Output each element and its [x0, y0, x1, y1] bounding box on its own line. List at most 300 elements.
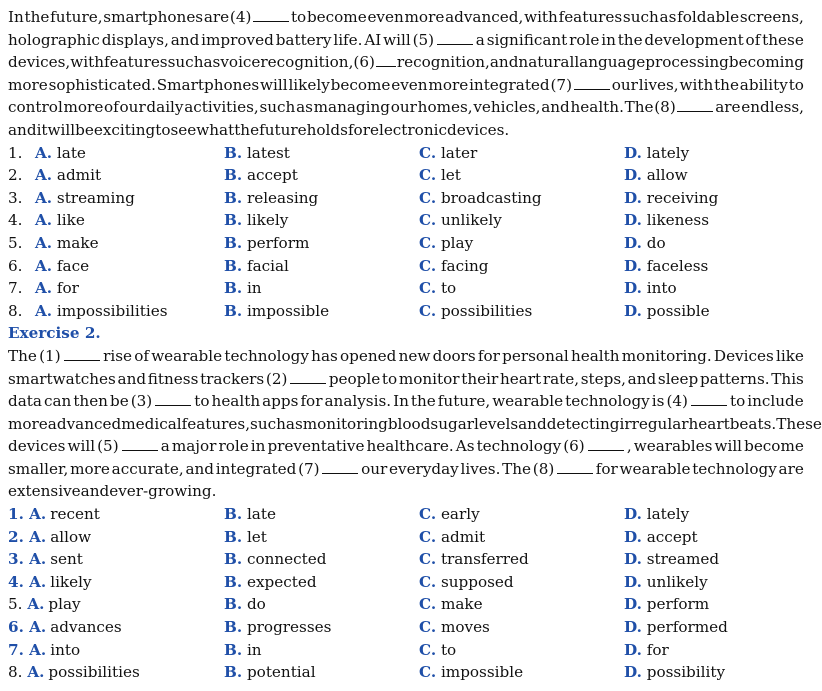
answer-blank: [290, 369, 326, 384]
option-text: for: [646, 640, 669, 659]
passage-word: (7): [298, 459, 320, 478]
option-b: [224, 232, 419, 255]
passage-word: our: [361, 459, 388, 478]
passage-word: more: [8, 414, 48, 433]
passage-word: see: [170, 120, 197, 139]
passage-word: The: [624, 98, 654, 117]
passage-word: people: [328, 369, 381, 388]
passage-word: and: [80, 482, 110, 501]
passage-word: integrated: [469, 75, 550, 94]
option-a: [8, 548, 224, 571]
passage-word: the: [714, 75, 739, 94]
option-text: lately: [646, 505, 690, 524]
option-text: possibilities: [48, 663, 140, 682]
option-a: [8, 300, 224, 323]
option-b: [224, 209, 419, 232]
exercise-1-questions: [8, 142, 804, 323]
passage-line: [8, 345, 804, 368]
option-d: [624, 277, 804, 300]
passage-word: development: [644, 30, 744, 49]
option-letter: B.: [224, 211, 243, 230]
passage-word: managing: [313, 98, 391, 117]
answer-blank: [122, 436, 158, 451]
passage-word: will: [47, 120, 76, 139]
option-text: likeness: [646, 211, 710, 230]
passage-word: daily: [146, 98, 184, 117]
option-a: [8, 571, 224, 594]
question-number: 1. A.: [8, 505, 47, 524]
question-row: [8, 232, 804, 255]
option-b: [224, 255, 419, 278]
passage-word: devices: [8, 437, 66, 456]
question-row: [8, 593, 804, 616]
passage-word: AI: [364, 30, 382, 49]
passage-word: battery: [275, 30, 332, 49]
option-a: [8, 661, 224, 684]
passage-line: [8, 390, 804, 413]
passage-word: sleep: [657, 369, 699, 388]
passage-word: of: [134, 346, 149, 365]
option-letter: B.: [224, 572, 243, 591]
passage-word: heart: [499, 369, 542, 388]
passage-word: wearable: [151, 346, 223, 365]
option-c: [419, 503, 624, 526]
question-row: [8, 639, 804, 662]
option-text: unlikely: [646, 572, 708, 591]
option-text: allow: [646, 166, 688, 185]
question-row: [8, 616, 804, 639]
passage-word: (8): [654, 98, 676, 117]
passage-word: with: [679, 75, 714, 94]
passage-word: rise: [103, 346, 132, 365]
passage-word: processing: [645, 53, 729, 72]
option-text: facial: [246, 256, 289, 275]
passage-word: steps,: [580, 369, 626, 388]
passage-word: (8): [532, 459, 555, 478]
passage-word: technology: [224, 346, 309, 365]
passage-word: even: [367, 8, 404, 26]
option-text: lately: [646, 143, 690, 162]
option-text: advances: [50, 618, 122, 637]
passage-word: the: [617, 30, 643, 49]
option-text: do: [646, 233, 666, 252]
option-letter: A.: [35, 279, 53, 298]
answer-blank: [588, 436, 624, 451]
passage-word: electronic: [369, 120, 447, 139]
option-letter: C.: [419, 618, 437, 637]
passage-word: technology: [565, 392, 650, 411]
passage-word: ever-growing.: [109, 482, 217, 501]
question-row: [8, 142, 804, 165]
passage-word: (4): [229, 8, 252, 26]
passage-word: to: [381, 369, 398, 388]
passage-word: to: [729, 392, 746, 411]
option-text: to: [440, 279, 457, 298]
option-text: possibility: [646, 663, 726, 682]
passage-word: screens,: [739, 8, 804, 26]
answer-blank: [155, 391, 191, 406]
answer-blank: [437, 30, 473, 45]
option-letter: D.: [624, 279, 642, 298]
passage-word: wearable: [619, 459, 691, 478]
question-number: 7.: [8, 279, 23, 298]
passage-word: These: [776, 414, 822, 433]
option-d: [624, 526, 804, 549]
option-c: [419, 255, 624, 278]
option-d: [624, 232, 804, 255]
passage-word: endless,: [741, 98, 804, 117]
option-letter: C.: [419, 550, 437, 569]
passage-word: for: [300, 392, 323, 411]
passage-word: be: [75, 120, 94, 139]
option-c: [419, 571, 624, 594]
passage-word: our: [119, 98, 146, 117]
passage-word: The: [502, 459, 532, 478]
option-letter: D.: [624, 188, 642, 207]
option-letter: A.: [35, 301, 53, 320]
option-text: admit: [440, 527, 486, 546]
answer-blank: [574, 75, 610, 90]
option-text: transferred: [440, 550, 529, 569]
passage-word: as: [285, 414, 303, 433]
passage-word: more: [404, 8, 445, 26]
option-text: face: [56, 256, 90, 275]
option-letter: D.: [624, 233, 642, 252]
passage-word: role: [569, 30, 600, 49]
passage-word: accurate,: [111, 459, 184, 478]
passage-word: foldable: [677, 8, 740, 26]
answer-blank: [557, 459, 593, 474]
option-text: connected: [246, 550, 327, 569]
passage-word: health: [211, 392, 261, 411]
question-row: [8, 187, 804, 210]
option-text: potential: [246, 663, 316, 682]
passage-word: devices,: [8, 53, 71, 72]
passage-word: advanced: [47, 414, 122, 433]
option-b: [224, 526, 419, 549]
option-letter: B.: [224, 256, 243, 275]
option-text: let: [440, 166, 461, 185]
question-number: 8.: [8, 301, 23, 320]
passage-word: In: [8, 8, 24, 26]
option-a: [8, 232, 224, 255]
passage-word: In: [393, 392, 409, 411]
option-text: sent: [50, 550, 83, 569]
option-a: [8, 255, 224, 278]
passage-word: devices.: [446, 120, 510, 139]
question-number: 3.: [8, 188, 23, 207]
passage-word: like: [776, 346, 804, 365]
passage-word: what: [196, 120, 235, 139]
option-letter: D.: [624, 505, 642, 524]
passage-word: will: [67, 437, 96, 456]
passage-line: [8, 480, 804, 503]
exercise-2-questions: [8, 503, 804, 684]
question-number: 2. A.: [8, 527, 47, 546]
option-letter: D.: [624, 527, 642, 546]
passage-word: extensive: [8, 482, 81, 501]
option-text: accept: [246, 166, 298, 185]
passage-word: monitoring: [302, 414, 388, 433]
passage-word: detecting: [546, 414, 620, 433]
option-letter: B.: [224, 301, 243, 320]
option-letter: B.: [224, 188, 243, 207]
option-letter: B.: [224, 279, 243, 298]
question-row: [8, 300, 804, 323]
option-text: performed: [646, 618, 728, 637]
option-letter: B.: [224, 595, 243, 614]
question-number: [8, 661, 44, 684]
option-letter: B.: [224, 550, 243, 569]
passage-word: more: [70, 459, 110, 478]
option-text: make: [56, 233, 99, 252]
option-b: [224, 142, 419, 165]
option-text: accept: [646, 527, 698, 546]
option-letter: C.: [419, 211, 437, 230]
option-text: for: [56, 279, 79, 298]
passage-word: include: [747, 392, 804, 411]
passage-word: and: [489, 53, 519, 72]
passage-word: likely: [288, 75, 330, 94]
option-c: [419, 300, 624, 323]
option-letter: C.: [419, 572, 437, 591]
option-letter: D.: [624, 143, 642, 162]
option-c: [419, 209, 624, 232]
passage-word: Devices: [713, 346, 774, 365]
option-text: play: [440, 233, 474, 252]
passage-word: features,: [181, 414, 251, 433]
passage-word: to: [155, 120, 171, 139]
passage-word: monitoring.: [621, 346, 712, 365]
option-b: [224, 593, 419, 616]
passage-word: monitor: [398, 369, 460, 388]
option-d: [624, 300, 804, 323]
passage-word: role: [218, 437, 249, 456]
option-letter: C.: [419, 595, 437, 614]
option-d: [624, 571, 804, 594]
passage-word: activities,: [184, 98, 259, 117]
passage-word: (5): [412, 30, 435, 49]
passage-word: lives.: [460, 459, 501, 478]
passage-word: natural: [518, 53, 575, 72]
passage-word: major: [171, 437, 217, 456]
answer-blank: [691, 391, 727, 406]
option-text: in: [246, 279, 262, 298]
answer-blank: [376, 52, 396, 67]
option-text: impossible: [246, 301, 330, 320]
option-b: [224, 277, 419, 300]
option-text: into: [50, 640, 81, 659]
question-row: [8, 503, 804, 526]
passage-word: a: [475, 30, 485, 49]
option-letter: C.: [419, 256, 437, 275]
option-letter: D.: [624, 550, 642, 569]
option-letter: C.: [419, 279, 437, 298]
option-text: to: [440, 640, 457, 659]
option-letter: D.: [624, 256, 642, 275]
passage-word: and: [541, 98, 570, 117]
option-b: [224, 164, 419, 187]
passage-word: the: [24, 8, 50, 26]
passage-word: integrated: [215, 459, 297, 478]
passage-word: trackers: [200, 369, 265, 388]
option-text: moves: [440, 618, 490, 637]
option-c: [419, 164, 624, 187]
passage-word: medical: [121, 414, 182, 433]
option-text: expected: [246, 572, 317, 591]
passage-word: recognition,: [396, 53, 490, 72]
option-d: [624, 616, 804, 639]
option-c: [419, 526, 624, 549]
option-text: likely: [246, 211, 289, 230]
option-d: [624, 255, 804, 278]
option-letter: C.: [419, 188, 437, 207]
passage-word: in: [601, 30, 616, 49]
passage-word: apps: [262, 392, 299, 411]
passage-word: and: [185, 459, 215, 478]
passage-word: our: [390, 98, 417, 117]
option-b: [224, 187, 419, 210]
question-row: [8, 277, 804, 300]
question-row: [8, 661, 804, 684]
option-letter: B.: [224, 143, 243, 162]
option-letter: C.: [419, 233, 437, 252]
passage-word: their: [461, 369, 499, 388]
passage-word: for: [347, 120, 370, 139]
passage-word: (2): [265, 369, 288, 388]
option-letter: D.: [624, 640, 642, 659]
option-a: [8, 593, 224, 616]
passage-word: as: [203, 53, 221, 72]
answer-blank: [322, 459, 358, 474]
option-c: [419, 639, 624, 662]
passage-word: is: [651, 392, 665, 411]
passage-word: and: [170, 30, 200, 49]
option-text: possibilities: [440, 301, 533, 320]
option-letter: B.: [224, 640, 243, 659]
passage-word: wearable: [492, 392, 564, 411]
option-b: [224, 616, 419, 639]
passage-line: [8, 74, 804, 97]
option-a: [8, 164, 224, 187]
passage-word: then: [73, 392, 108, 411]
option-b: [224, 639, 419, 662]
option-text: into: [646, 279, 677, 298]
passage-word: As: [455, 437, 475, 456]
passage-word: with: [70, 53, 105, 72]
option-letter: D.: [624, 301, 642, 320]
passage-word: as: [296, 98, 313, 117]
option-text: impossible: [440, 663, 524, 682]
option-letter: C.: [419, 527, 437, 546]
passage-word: of: [745, 30, 761, 49]
passage-word: (6): [353, 53, 375, 72]
passage-word: rate,: [542, 369, 580, 388]
question-row: [8, 571, 804, 594]
passage-word: levels: [474, 414, 519, 433]
passage-word: to: [788, 75, 804, 94]
passage-word: healthcare.: [366, 437, 454, 456]
option-text: latest: [246, 143, 290, 162]
passage-word: and: [627, 369, 657, 388]
option-letter: B.: [224, 233, 243, 252]
passage-word: features: [104, 53, 168, 72]
option-text: like: [56, 211, 85, 230]
passage-word: our: [611, 75, 638, 94]
passage-word: smartphones: [103, 8, 204, 26]
passage-word: more: [63, 98, 104, 117]
passage-word: has: [311, 346, 338, 365]
passage-word: such: [167, 53, 204, 72]
passage-word: can: [43, 392, 72, 411]
option-text: early: [440, 505, 480, 524]
option-text: allow: [50, 527, 92, 546]
passage-word: and: [8, 120, 37, 139]
passage-word: preventative: [267, 437, 365, 456]
passage-word: heartbeats.: [688, 414, 777, 433]
option-a: [8, 503, 224, 526]
option-letter: B.: [224, 166, 243, 185]
passage-word: these: [762, 30, 804, 49]
passage-word: Smartphones: [156, 75, 260, 94]
passage-word: more: [8, 75, 48, 94]
option-letter: A.: [27, 595, 45, 614]
passage-word: be: [109, 392, 129, 411]
passage-word: significant: [486, 30, 568, 49]
passage-word: are: [715, 98, 741, 117]
passage-word: homes,: [417, 98, 473, 117]
option-letter: C.: [419, 166, 437, 185]
passage-word: the: [234, 120, 260, 139]
passage-word: (5): [97, 437, 119, 456]
option-text: in: [246, 640, 262, 659]
passage-word: recognition,: [260, 53, 354, 72]
option-letter: A.: [35, 188, 53, 207]
option-text: supposed: [440, 572, 514, 591]
passage-word: analysis.: [324, 392, 392, 411]
option-d: [624, 142, 804, 165]
passage-word: technology: [476, 437, 562, 456]
exercise-2-passage: [8, 345, 822, 503]
passage-word: lives,: [638, 75, 679, 94]
passage-word: will: [714, 437, 743, 456]
option-letter: C.: [419, 505, 437, 524]
option-text: likely: [50, 572, 92, 591]
option-a: [8, 277, 224, 300]
question-number: 1.: [8, 143, 23, 162]
question-number-digit: 8.: [8, 663, 23, 682]
question-number: 4. A.: [8, 572, 47, 591]
passage-word: and: [117, 369, 147, 388]
option-text: do: [246, 595, 266, 614]
option-letter: A.: [35, 256, 53, 275]
question-number: 4.: [8, 211, 23, 230]
question-number: 2.: [8, 166, 23, 185]
passage-word: becoming: [728, 53, 804, 72]
passage-word: vehicles,: [473, 98, 541, 117]
option-letter: A.: [35, 166, 53, 185]
passage-word: smaller,: [8, 459, 69, 478]
passage-line: [8, 119, 804, 142]
option-text: streamed: [646, 550, 720, 569]
question-row: [8, 548, 804, 571]
passage-word: (4): [666, 392, 688, 411]
option-b: [224, 661, 419, 684]
option-letter: D.: [624, 211, 642, 230]
option-d: [624, 209, 804, 232]
passage-line: [8, 96, 804, 119]
option-b: [224, 571, 419, 594]
